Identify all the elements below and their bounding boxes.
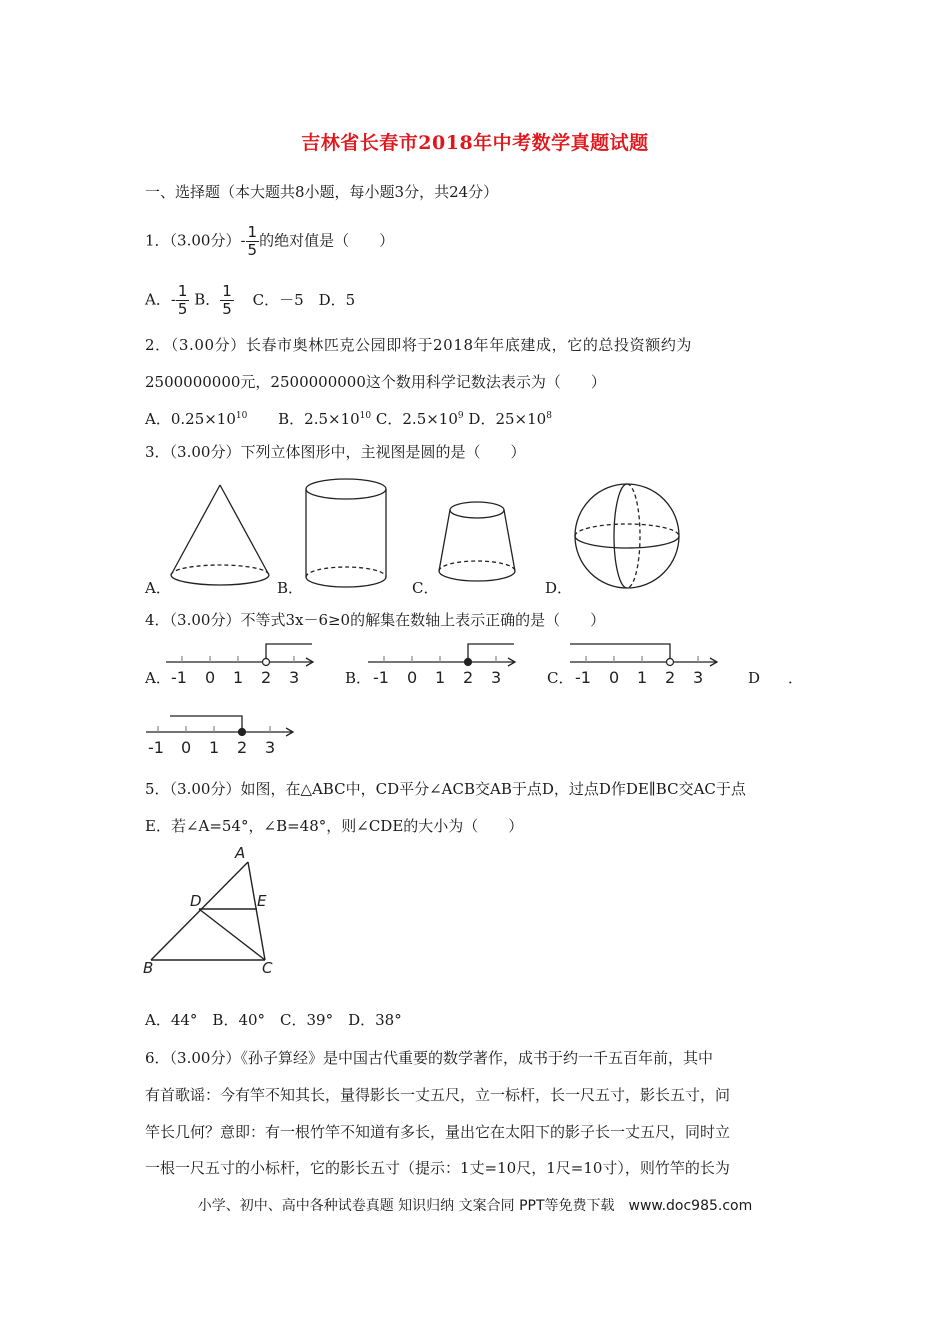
question-1-options [145, 283, 355, 318]
option-b-fraction [220, 283, 234, 318]
number-line-label-c: C． [547, 669, 574, 687]
tick-label: 1 [435, 668, 446, 687]
question-3-stem: 3．（3.00分）下列立体图形中，主视图是圆的是（ ） [145, 443, 526, 461]
tick-label: 2 [463, 668, 474, 687]
question-6-line-4: 一根一尺五寸的小标杆，它的影长五寸（提示：1丈=10尺，1尺=10寸），则竹竿的长为 [145, 1159, 730, 1177]
triangle-figure [138, 840, 288, 980]
cylinder-figure [306, 479, 386, 587]
option-a-fraction [176, 283, 190, 318]
question-2-options [145, 406, 552, 429]
fraction [246, 224, 260, 259]
tick-label: 3 [693, 668, 704, 687]
option-d-exponent: 8 [546, 411, 552, 421]
tick-label: 3 [265, 738, 276, 757]
option-b-numerator: 1 [222, 282, 232, 300]
question-2-line-1: 2．（3.00分）长春市奥林匹克公园即将于2018年年底建成，它的总投资额约为 [145, 336, 693, 354]
number-line-label-a: A． [145, 669, 171, 687]
question-1-suffix: 的绝对值是（ ） [259, 231, 395, 250]
option-a-exponent: 10 [235, 411, 248, 421]
question-6-line-1: 6．（3.00分）《孙子算经》是中国古代重要的数学著作，成书于约一千五百年前，其中 [145, 1049, 713, 1067]
question-4-stem: 4．（3.00分）不等式3x－6≥0的解集在数轴上表示正确的是（ ） [145, 611, 606, 629]
fraction-denominator: 5 [247, 241, 258, 259]
point-c-label: C [262, 959, 273, 977]
tick-label: 3 [491, 668, 502, 687]
tick-label: -1 [148, 738, 164, 757]
frustum-figure [439, 502, 515, 581]
question-1-stem [145, 224, 394, 259]
page-title: 吉林省长春市2018年中考数学真题试题 [301, 132, 649, 154]
option-b: B．2.5×10 [278, 410, 360, 428]
number-line-b [362, 638, 522, 688]
point-d-label: D [190, 892, 202, 910]
option-b-denominator: 5 [222, 300, 232, 318]
figure-label-c: C． [412, 579, 439, 597]
tick-label: 0 [181, 738, 192, 757]
question-5-line-2: E．若∠A=54°，∠B=48°，则∠CDE的大小为（ ） [145, 817, 524, 835]
number-line-label-d-dot: ． [788, 669, 804, 687]
sphere-figure [575, 484, 679, 588]
question-6-line-3: 竿长几何？意即：有一根竹竿不知道有多长，量出它在太阳下的影子长一丈五尺，同时立 [145, 1123, 731, 1141]
section-heading: 一、选择题（本大题共8小题，每小题3分，共24分） [145, 183, 499, 201]
question-1-prefix: 1．（3.00分） [145, 231, 241, 250]
number-line-label-b: B． [345, 669, 372, 687]
tick-label: 1 [637, 668, 648, 687]
number-line-c [564, 638, 724, 688]
tick-label: 1 [209, 738, 220, 757]
tick-label: 0 [609, 668, 620, 687]
option-d: D．25×10 [468, 410, 547, 428]
tick-label: 0 [205, 668, 216, 687]
question-5-options: A．44° B．40° C．39° D．38° [145, 1011, 402, 1029]
minus-sign: - [240, 231, 246, 250]
cone-figure [171, 485, 269, 585]
tick-label: 2 [237, 738, 248, 757]
tick-label: 2 [665, 668, 676, 687]
fraction-numerator: 1 [247, 223, 258, 241]
page-footer: 小学、初中、高中各种试卷真题 知识归纳 文案合同 PPT等免费下载 www.doc985.com [197, 1198, 753, 1214]
option-a-numerator: 1 [177, 282, 188, 300]
tick-label: 1 [233, 668, 244, 687]
tick-label: 2 [261, 668, 272, 687]
number-line-a [160, 638, 320, 688]
tick-label: 0 [407, 668, 418, 687]
figure-label-d: D． [545, 579, 573, 597]
point-a-label: A [235, 844, 246, 862]
option-b-label: B． [194, 290, 221, 309]
point-e-label: E [257, 892, 267, 910]
tick-label: -1 [171, 668, 187, 687]
option-a-minus: - [170, 290, 176, 309]
option-c-exponent: 9 [457, 411, 464, 421]
figure-label-a: A． [145, 579, 171, 597]
question-2-line-2: 2500000000元，2500000000这个数用科学记数法表示为（ ） [145, 373, 606, 391]
option-c: C．2.5×10 [375, 410, 458, 428]
figure-label-b: B． [277, 579, 304, 597]
tick-label: -1 [575, 668, 591, 687]
option-a: A．0.25×10 [145, 410, 236, 428]
question-6-line-2: 有首歌谣：今有竿不知其长，量得影长一丈五尺，立一标杆，长一尺五寸，影长五寸，问 [145, 1086, 731, 1104]
tick-label: -1 [373, 668, 389, 687]
option-a-label: A． [145, 290, 171, 309]
option-c-d: C．－5 D．5 [252, 290, 356, 309]
point-b-label: B [143, 959, 154, 977]
number-line-d [140, 708, 300, 758]
tick-label: 3 [289, 668, 300, 687]
number-line-label-d: D [748, 669, 761, 687]
option-b-exponent: 10 [359, 411, 372, 421]
question-5-line-1: 5．（3.00分）如图，在△ABC中，CD平分∠ACB交AB于点D，过点D作DE∥BC交AC于点 [145, 780, 746, 798]
option-a-denominator: 5 [177, 300, 188, 318]
